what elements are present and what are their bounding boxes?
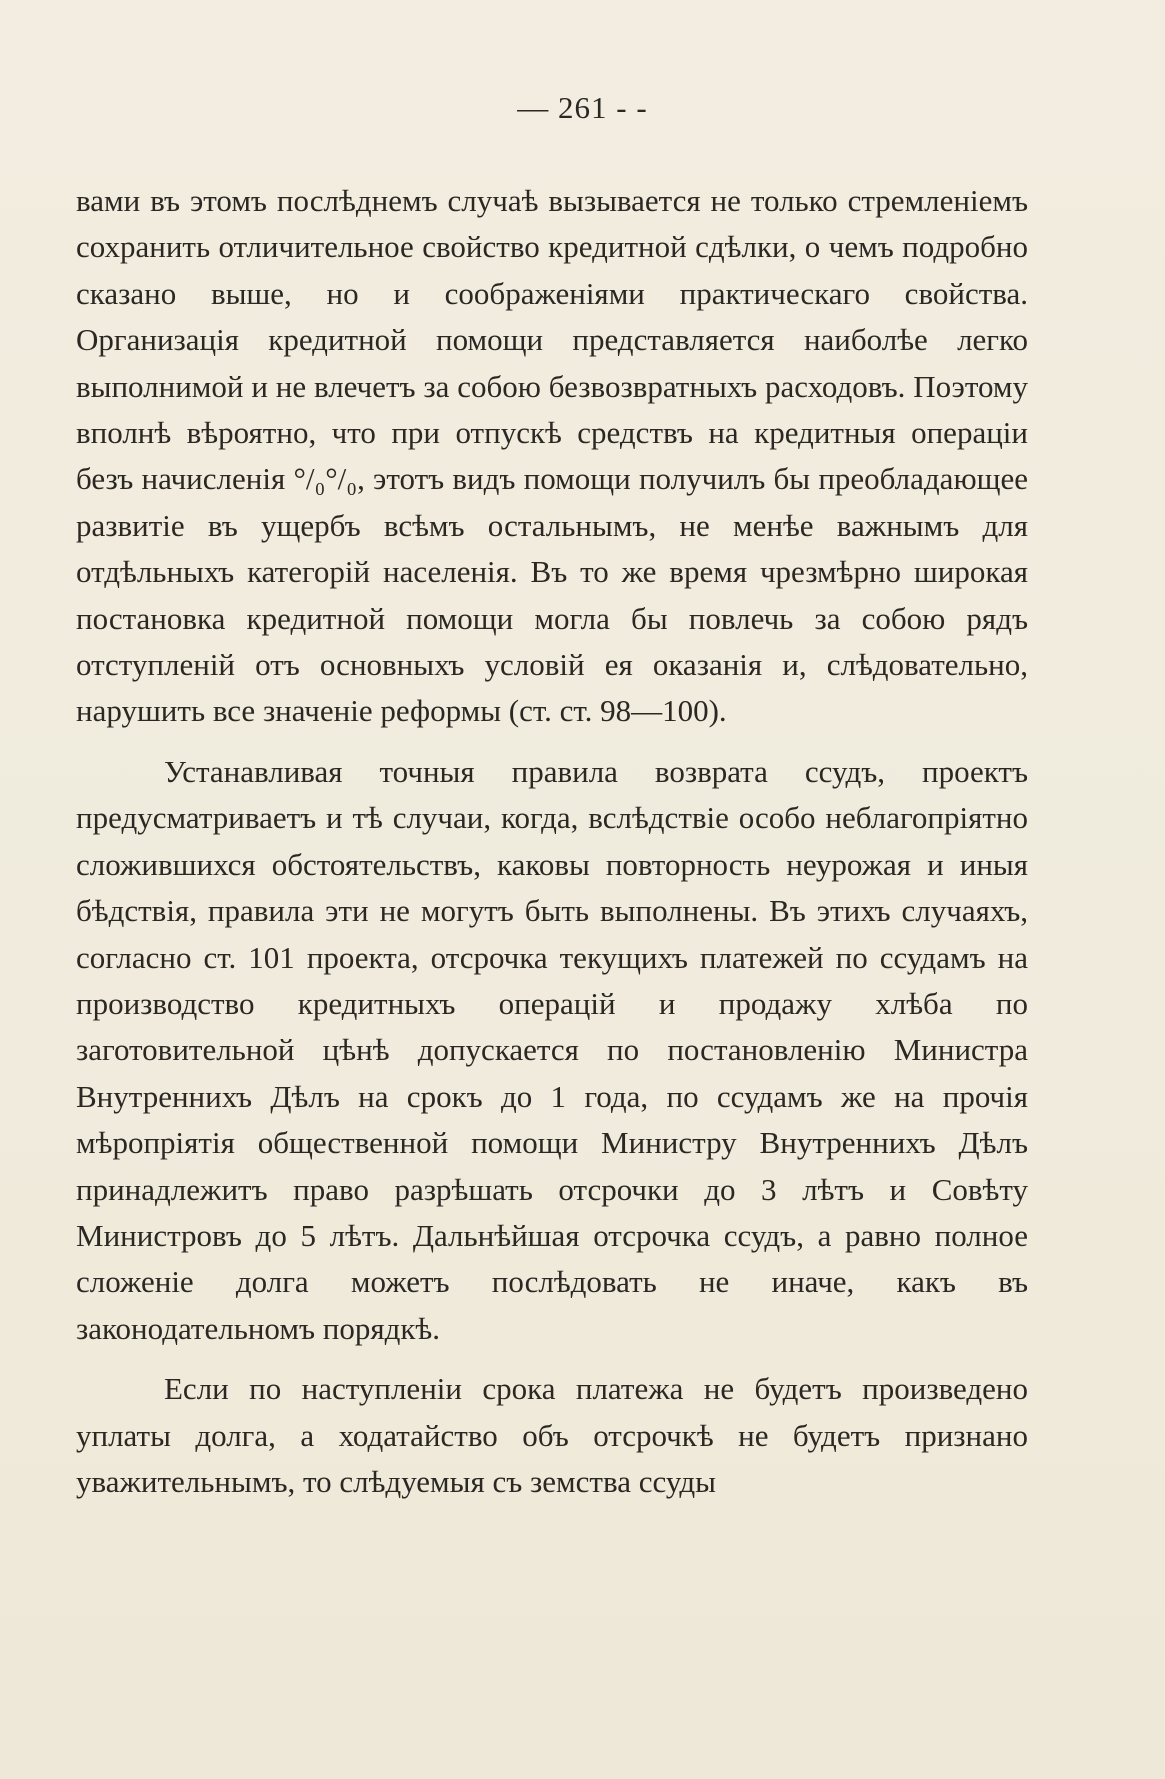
paragraph-2: Устанавливая точныя правила возврата ссудъ, проектъ предусматриваетъ и тѣ случаи, когда, вслѣдствіе особо неблагопріятно сложившихся обстоятельствъ, каковы повторность неурожая и иныя бѣдствія, правила эти не могутъ быть выполнены. Въ этихъ случаяхъ, согласно ст. 101 проекта, отсрочка текущихъ платежей по ссудамъ на производство кредитныхъ операцій и продажу хлѣба по заготовительной цѣнѣ допускается по постановленію Министра Внутреннихъ Дѣлъ на срокъ до 1 года, по ссудамъ же на прочія мѣропріятія общественной помощи Министру Внутреннихъ Дѣлъ принадлежитъ право разрѣшать отсрочки до 3 лѣтъ и Совѣту Министровъ до 5 лѣтъ. Дальнѣйшая отсрочка ссудъ, а равно полное сложеніе долга можетъ послѣдовать не иначе, какъ въ законодательномъ порядкѣ.	[76, 753, 1028, 1346]
page-number: — 261 - -	[517, 90, 648, 125]
paragraph-3: Если по наступленіи срока платежа не будетъ произведено уплаты долга, а ходатайство объ отсрочкѣ не будетъ признано уважительнымъ, то слѣдуемыя съ земства ссуды	[76, 1371, 1028, 1499]
body-text	[76, 178, 1028, 1505]
paragraph-1: вами въ этомъ послѣднемъ случаѣ вызывается не только стремленіемъ сохранить отличительное свойство кредитной сдѣлки, о чемъ подробно сказано выше, но и соображеніями практическаго свойства. Организація кредитной помощи представляется наиболѣе легко выполнимой и не влечетъ за собою безвозвратныхъ расходовъ. Поэтому вполнѣ вѣроятно, что при отпускѣ средствъ на кредитныя операціи безъ начисленія °/₀°/₀, этотъ видъ помощи получилъ бы преобладающее развитіе въ ущербъ всѣмъ остальнымъ, не менѣе важнымъ для отдѣльныхъ категорій населенія. Въ то же время чрезмѣрно широкая постановка кредитной помощи могла бы повлечь за собою рядъ отступленій отъ основныхъ условій ея оказанія и, слѣдовательно, нарушить все значеніе реформы (ст. ст. 98—100).	[76, 183, 1028, 729]
